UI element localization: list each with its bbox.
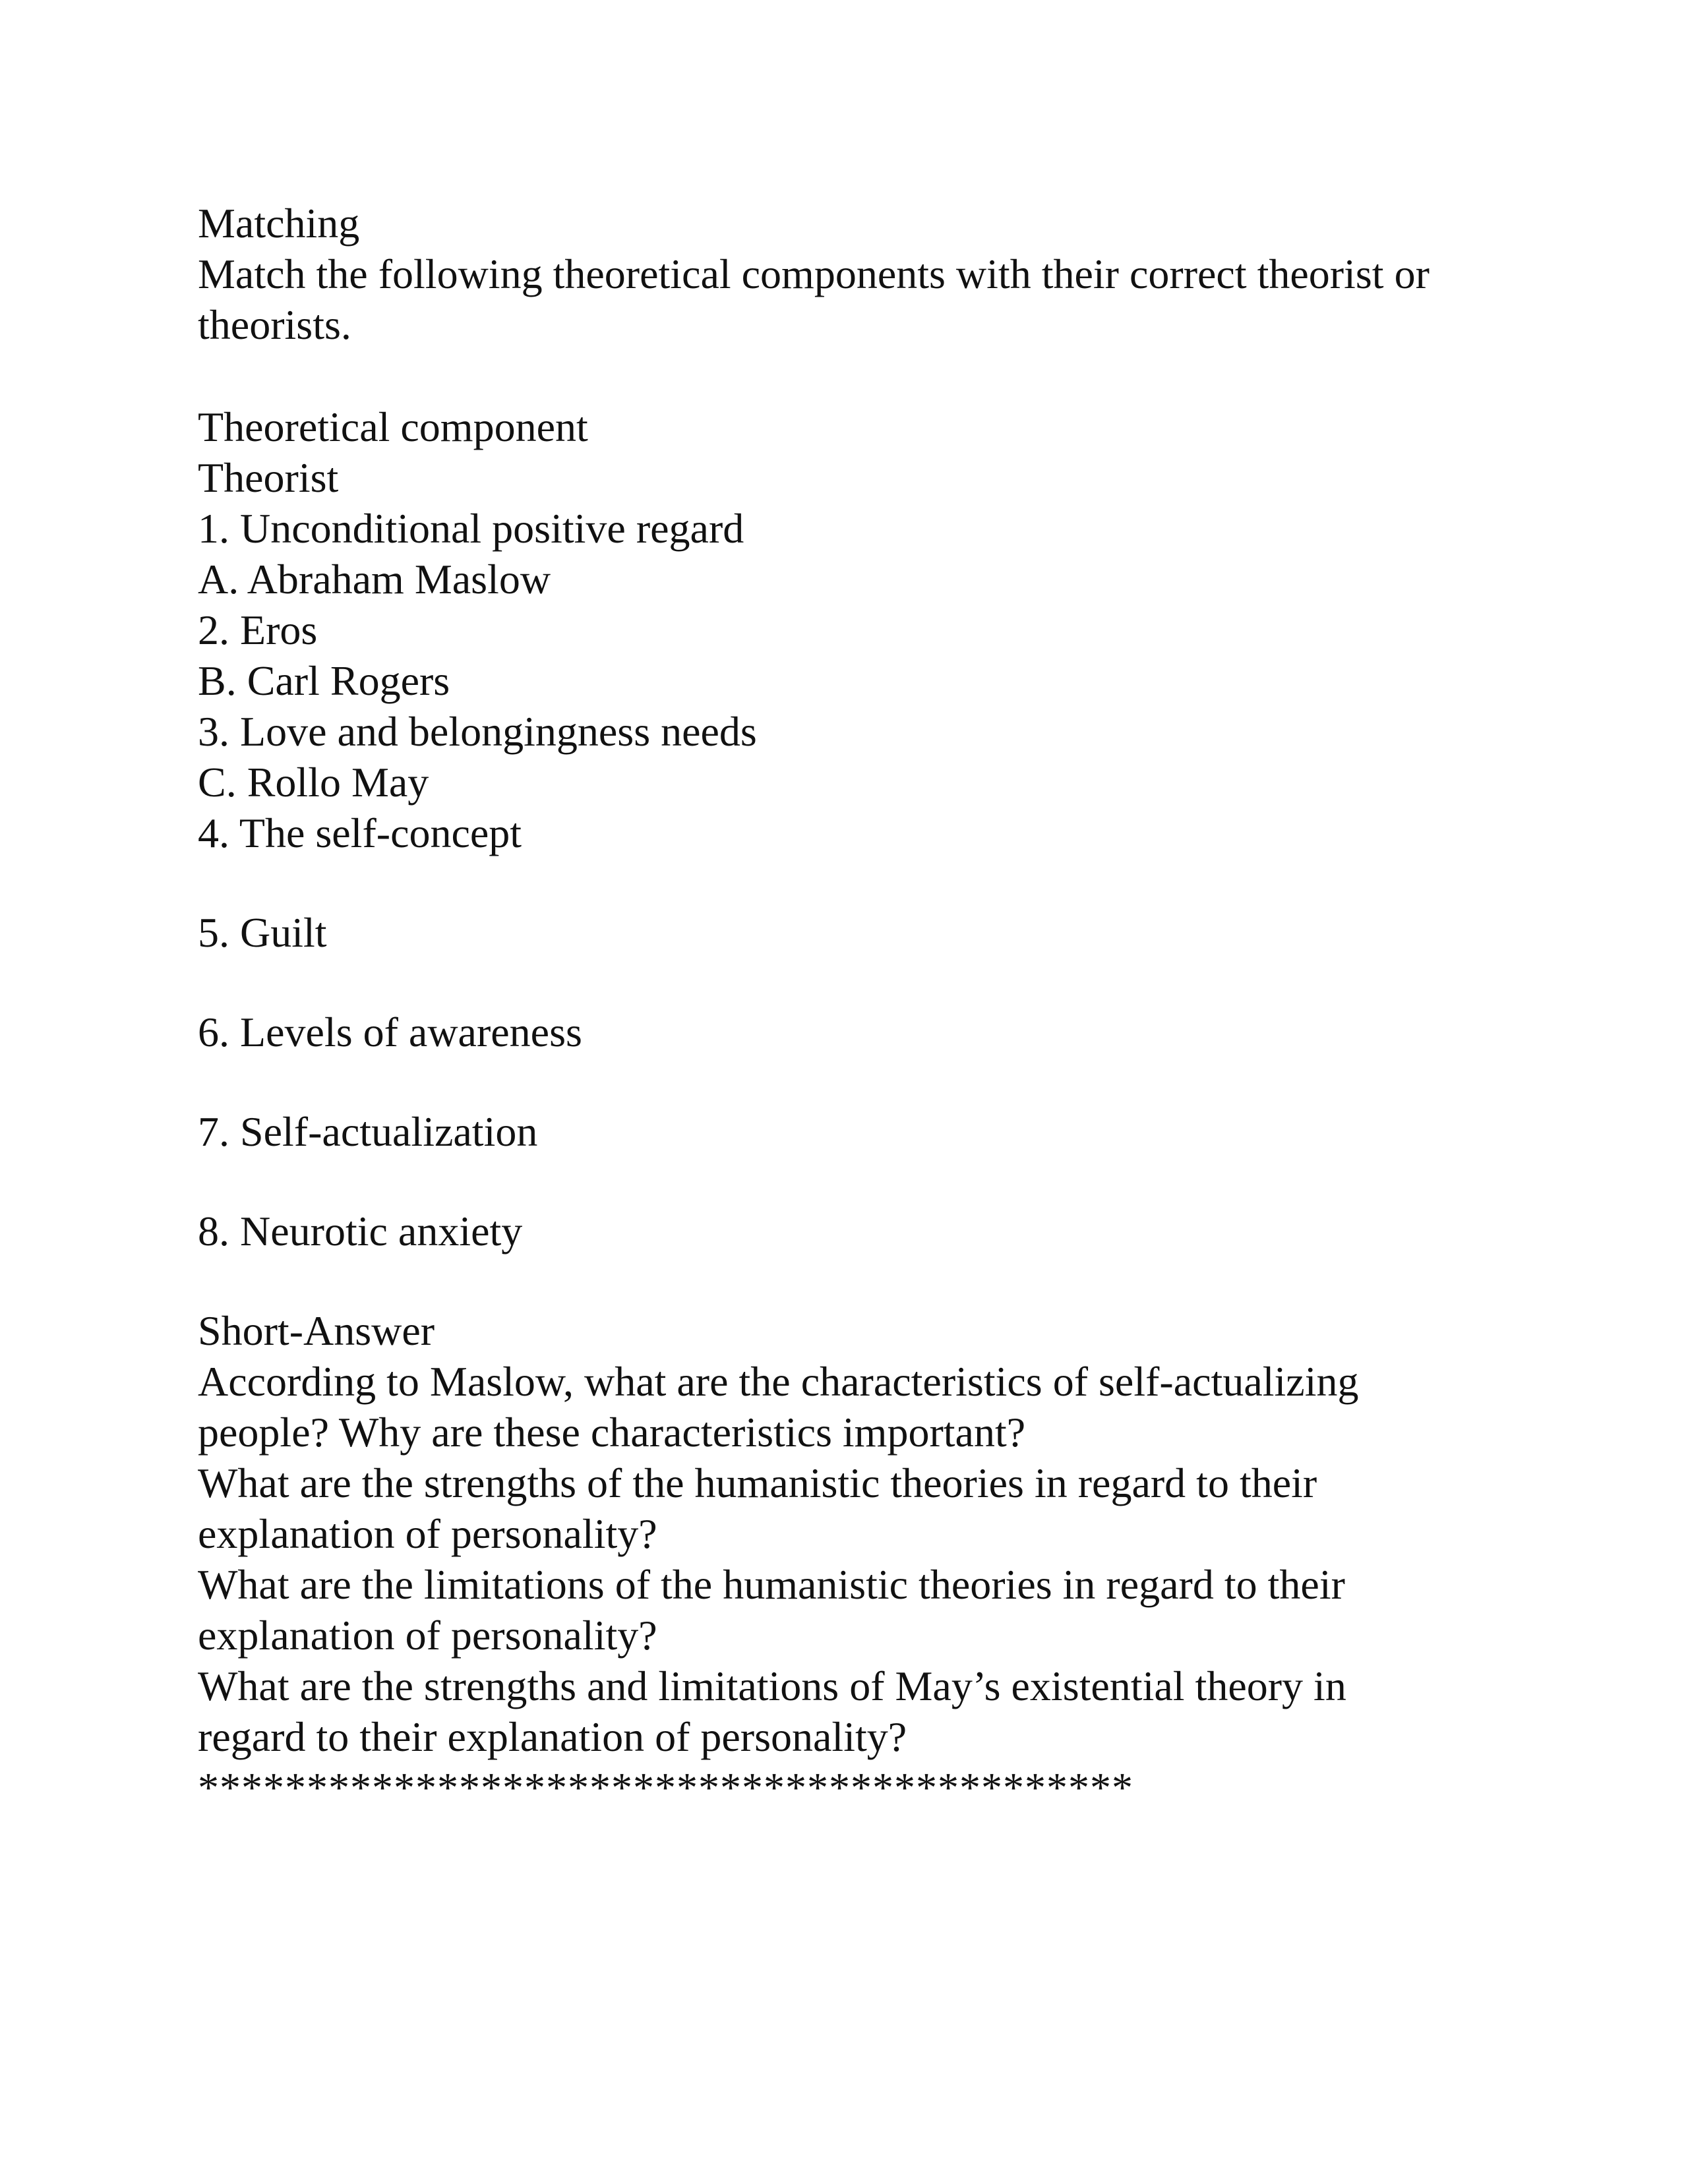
matching-item-8: 8. Neurotic anxiety <box>198 1208 523 1254</box>
short-answer-line: According to Maslow, what are the characteristics of self-actualizing <box>198 1358 1359 1405</box>
theorist-option-a: A. Abraham Maslow <box>198 556 551 603</box>
short-answer-line: people? Why are these characteristics important? <box>198 1409 1026 1456</box>
theorist-option-b: B. Carl Rogers <box>198 657 450 704</box>
theorist-option-c: C. Rollo May <box>198 759 429 806</box>
short-answer-line: explanation of personality? <box>198 1510 657 1557</box>
matching-instructions-line-1: Match the following theoretical components with their correct theorist or <box>198 251 1430 297</box>
blank-line <box>198 1057 1530 1106</box>
short-answer-line: What are the limitations of the humanistic theories in regard to their <box>198 1561 1345 1608</box>
matching-instructions-line-2: theorists. <box>198 301 351 348</box>
blank-line <box>198 1256 1530 1305</box>
matching-item-3: 3. Love and belongingness needs <box>198 708 757 755</box>
blank-line <box>198 350 1530 401</box>
short-answer-line: What are the strengths and limitations of May’s existential theory in <box>198 1663 1346 1709</box>
blank-line <box>198 858 1530 907</box>
matching-item-2: 2. Eros <box>198 606 318 653</box>
matching-heading: Matching <box>198 200 360 247</box>
asterisk-separator: ******************************************* <box>198 1764 1133 1811</box>
column-header-component: Theoretical component <box>198 403 588 450</box>
matching-item-6: 6. Levels of awareness <box>198 1009 582 1055</box>
matching-item-4: 4. The self-concept <box>198 810 522 856</box>
short-answer-heading: Short-Answer <box>198 1307 435 1354</box>
matching-item-1: 1. Unconditional positive regard <box>198 505 744 552</box>
short-answer-line: What are the strengths of the humanistic theories in regard to their <box>198 1460 1317 1506</box>
matching-item-5: 5. Guilt <box>198 909 327 956</box>
document-body <box>198 198 1530 1813</box>
column-header-theorist: Theorist <box>198 454 339 501</box>
matching-item-7: 7. Self-actualization <box>198 1108 538 1155</box>
short-answer-line: explanation of personality? <box>198 1612 657 1659</box>
short-answer-line: regard to their explanation of personality? <box>198 1713 907 1760</box>
blank-line <box>198 958 1530 1007</box>
blank-line <box>198 1157 1530 1206</box>
